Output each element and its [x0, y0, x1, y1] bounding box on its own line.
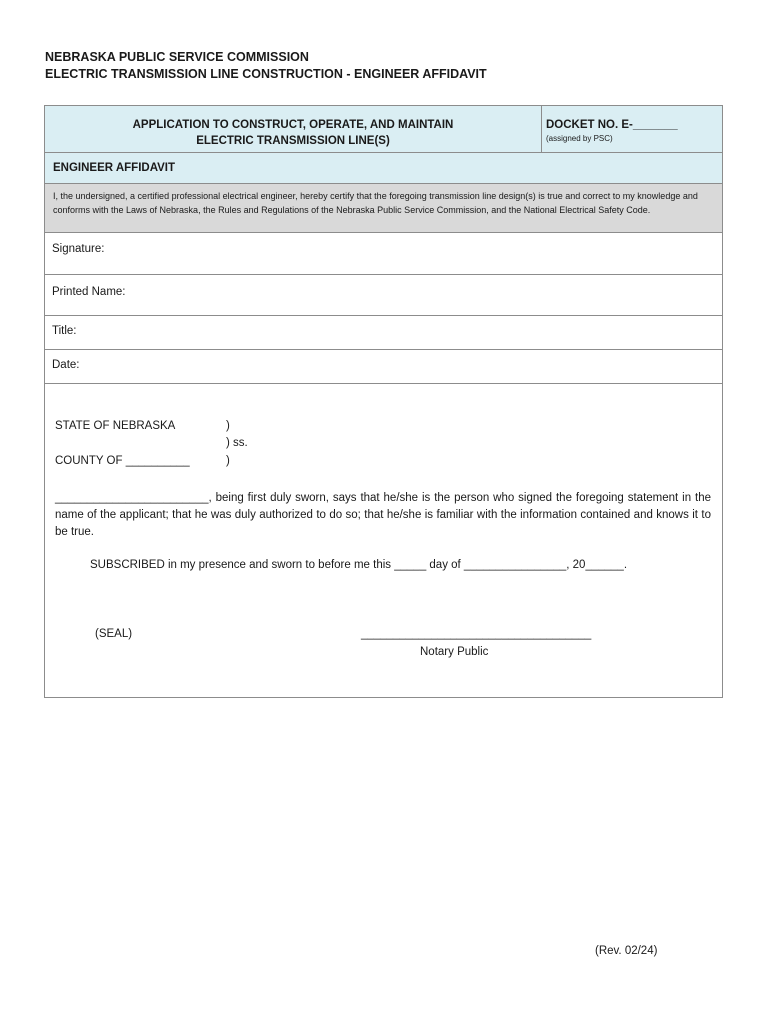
state-label: STATE OF NEBRASKA — [55, 420, 176, 432]
seal-label: (SEAL) — [95, 628, 133, 640]
section-heading: ENGINEER AFFIDAVIT — [45, 153, 722, 184]
application-title — [45, 106, 542, 152]
venue-ss: ) ss. — [226, 437, 248, 449]
subscribed-statement: SUBSCRIBED in my presence and sworn to before me this _____ day of ________________, 20______. — [90, 559, 628, 571]
signature-field[interactable] — [45, 233, 722, 275]
venue-paren-bottom: ) — [226, 455, 230, 467]
signature-label: Signature: — [52, 243, 105, 255]
notary-section — [45, 384, 722, 697]
notary-public-label: Notary Public — [420, 646, 489, 658]
date-label: Date: — [52, 359, 80, 371]
title-field[interactable] — [45, 316, 722, 350]
date-field[interactable] — [45, 350, 722, 384]
revision-label: (Rev. 02/24) — [595, 945, 658, 957]
printed-name-field[interactable] — [45, 275, 722, 316]
county-field[interactable]: COUNTY OF __________ — [55, 455, 190, 467]
printed-name-label: Printed Name: — [52, 286, 126, 298]
docket-cell — [542, 106, 722, 152]
application-title-line2: ELECTRIC TRANSMISSION LINE(S) — [196, 135, 390, 147]
application-header-row — [45, 106, 722, 153]
affidavit-form — [44, 105, 723, 698]
notary-signature-line[interactable]: ____________________________________ — [361, 628, 592, 640]
docket-number-field[interactable]: DOCKET NO. E-_______ — [546, 119, 678, 131]
application-title-line1: APPLICATION TO CONSTRUCT, OPERATE, AND MAINTAIN — [132, 119, 454, 131]
header-form-title: ELECTRIC TRANSMISSION LINE CONSTRUCTION - ENGINEER AFFIDAVIT — [45, 67, 487, 81]
certification-text: I, the undersigned, a certified professional electrical engineer, hereby certify that the foregoing transmission line design(s) is true and correct to my knowledge and conforms with the Laws of Nebraska, the Rules and Regulations of the Nebraska Public Service Commission, and the National Electrical Safety Code. — [45, 184, 722, 233]
title-label: Title: — [52, 325, 77, 337]
venue-paren-top: ) — [226, 420, 230, 432]
jurat-statement: ________________________, being first duly sworn, says that he/she is the person who signed the foregoing statement in the name of the applicant; that he was duly authorized to do so; that he/she is familiar with the information contained and knows it to be true. — [55, 492, 711, 538]
docket-note: (assigned by PSC) — [546, 134, 613, 143]
document-header — [45, 49, 487, 83]
header-agency: NEBRASKA PUBLIC SERVICE COMMISSION — [45, 50, 309, 64]
